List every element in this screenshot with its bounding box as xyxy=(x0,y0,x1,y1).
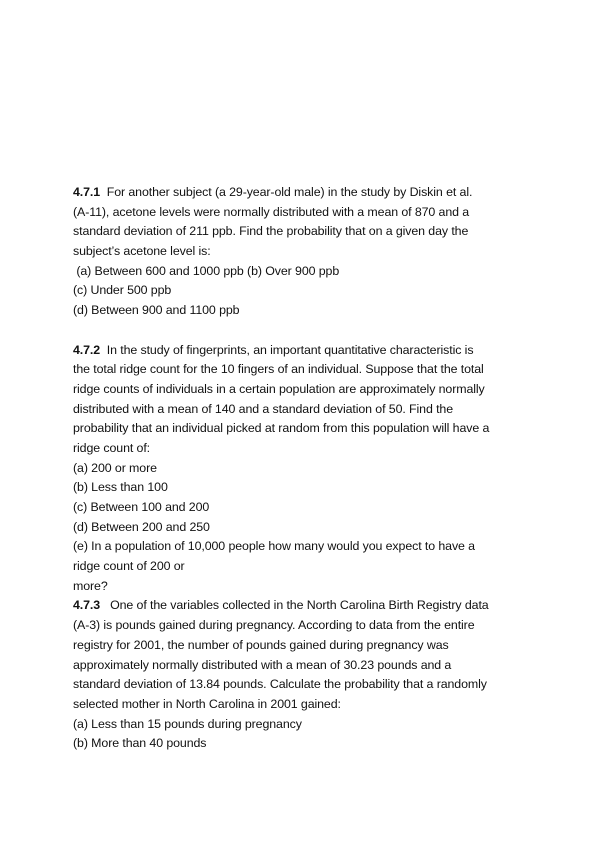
problem-option: (a) Less than 15 pounds during pregnancy xyxy=(73,716,302,731)
problem-text: For another subject (a 29-year-old male) in the study by Diskin et al. xyxy=(106,185,473,199)
problem-text: selected mother in North Carolina in 2001 gained: xyxy=(73,696,341,711)
problem-header-line xyxy=(73,183,543,203)
problem-text: standard deviation of 211 ppb. Find the probability that on a given day the xyxy=(73,224,469,239)
problem-number: 4.7.2 xyxy=(73,342,101,357)
problem-option: (a) Between 600 and 1000 ppb (b) Over 900 ppb xyxy=(73,263,340,278)
problem-number: 4.7.3 xyxy=(73,598,101,613)
problem-text: registry for 2001, the number of pounds gained during pregnancy was xyxy=(73,637,449,652)
problem-4-7-2 xyxy=(73,341,543,597)
problem-header-line xyxy=(73,341,543,361)
problem-text: subject’s acetone level is: xyxy=(73,244,211,259)
document-page xyxy=(73,183,543,754)
problem-text: the total ridge count for the 10 fingers of an individual. Suppose that the total xyxy=(73,362,484,377)
problem-text: In the study of fingerprints, an important quantitative characteristic is xyxy=(106,342,474,357)
problem-text: ridge counts of individuals in a certain population are approximately normally xyxy=(73,381,485,396)
problem-text: probability that an individual picked at random from this population will have a xyxy=(73,421,490,436)
problem-number: 4.7.1 xyxy=(73,185,101,199)
problem-text: approximately normally distributed with a mean of 30.23 pounds and a xyxy=(73,657,452,672)
problem-text: (A-11), acetone levels were normally distributed with a mean of 870 and a xyxy=(73,204,470,219)
problem-text: distributed with a mean of 140 and a standard deviation of 50. Find the xyxy=(73,401,454,416)
problem-option: ridge count of 200 or xyxy=(73,559,185,574)
problem-4-7-3 xyxy=(73,596,543,754)
problem-option: (b) Less than 100 xyxy=(73,480,168,495)
problem-4-7-1 xyxy=(73,183,543,321)
problem-option: (a) 200 or more xyxy=(73,460,157,475)
problem-header-line xyxy=(73,596,543,616)
problem-option: (e) In a population of 10,000 people how many would you expect to have a xyxy=(73,539,475,554)
paragraph-gap xyxy=(73,321,543,341)
problem-option: (b) More than 40 pounds xyxy=(73,736,207,751)
problem-text: standard deviation of 13.84 pounds. Calculate the probability that a randomly xyxy=(73,677,487,692)
problem-text: (A-3) is pounds gained during pregnancy. According to data from the entire xyxy=(73,618,475,633)
problem-option: (c) Under 500 ppb xyxy=(73,283,172,298)
problem-option: (d) Between 200 and 250 xyxy=(73,519,210,534)
problem-text: One of the variables collected in the North Carolina Birth Registry data xyxy=(110,598,489,613)
problem-option: more? xyxy=(73,578,108,593)
problem-option: (c) Between 100 and 200 xyxy=(73,500,210,514)
problem-option: (d) Between 900 and 1100 ppb xyxy=(73,303,240,318)
problem-text: ridge count of: xyxy=(73,440,151,455)
